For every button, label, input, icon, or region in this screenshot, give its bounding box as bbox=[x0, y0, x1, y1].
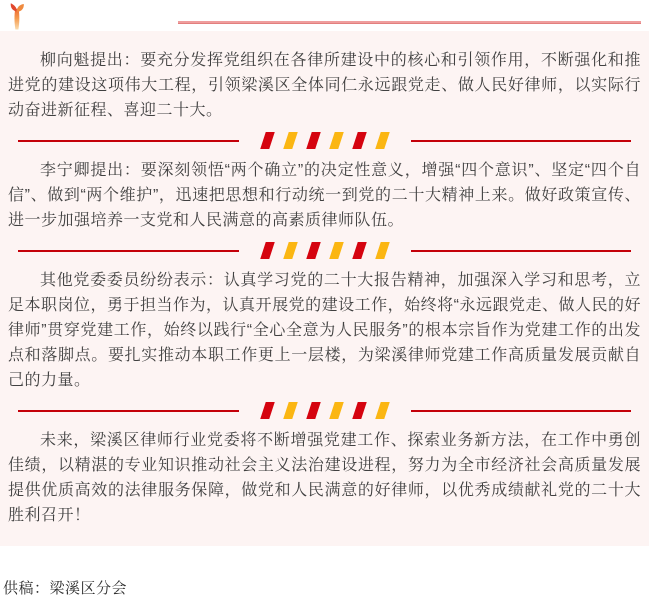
slash-mark bbox=[260, 132, 275, 149]
slash-mark bbox=[306, 402, 321, 419]
slash-mark bbox=[260, 242, 275, 259]
article-paragraph: 其他党委委员纷纷表示：认真学习党的二十大报告精神，加强深入学习和思考，立足本职岗位，勇于担当作为，认真开展党的建设工作，始终将“永远跟党走、做人民的好律师”贯穿党建工作，始终以践行“全心全意为人民服务”的根本宗旨作为党建工作的出发点和落脚点。要扎实推动本职工作更上一层楼，为梁溪律师党建工作高质量发展贡献自己的力量。 bbox=[8, 272, 641, 389]
slash-mark bbox=[329, 242, 344, 259]
credit-line: 供稿：梁溪区分会 bbox=[3, 580, 128, 597]
slash-mark bbox=[375, 242, 390, 259]
slash-group bbox=[256, 132, 394, 149]
article-paragraph: 未来，梁溪区律师行业党委将不断增强党建工作、探索业务新方法，在工作中勇创佳绩，以精湛的专业知识推动社会主义法治建设进程，努力为全市经济社会高质量发展提供优质高效的法律服务保障，做党和人民满意的好律师，以优秀成绩献礼党的二十大胜利召开！ bbox=[8, 432, 641, 524]
divider-rule-right bbox=[411, 410, 632, 412]
slash-mark bbox=[352, 132, 367, 149]
page-header bbox=[0, 0, 652, 31]
divider-rule-right bbox=[411, 250, 632, 252]
slash-mark bbox=[329, 132, 344, 149]
divider-rule-left bbox=[18, 250, 239, 252]
slash-mark bbox=[306, 242, 321, 259]
divider-rule-right bbox=[411, 140, 632, 142]
slash-divider bbox=[8, 132, 641, 149]
article-paragraph: 李宁卿提出：要深刻领悟“两个确立”的决定性意义，增强“四个意识”、坚定“四个自信”、做到“两个维护”，迅速把思想和行动统一到党的二十大精神上来。做好政策宣传、进一步加强培养一支党和人民满意的高素质律师队伍。 bbox=[8, 162, 641, 229]
slash-mark bbox=[283, 402, 298, 419]
slash-mark bbox=[329, 402, 344, 419]
article-panel bbox=[0, 31, 649, 546]
header-rule bbox=[178, 21, 641, 24]
slash-group bbox=[256, 402, 394, 419]
slash-mark bbox=[283, 242, 298, 259]
slash-mark bbox=[283, 132, 298, 149]
slash-mark bbox=[260, 402, 275, 419]
slash-mark bbox=[375, 132, 390, 149]
slash-mark bbox=[306, 132, 321, 149]
divider-rule-left bbox=[18, 140, 239, 142]
divider-rule-left bbox=[18, 410, 239, 412]
slash-divider bbox=[8, 242, 641, 259]
article-paragraph: 柳向魁提出：要充分发挥党组织在各律所建设中的核心和引领作用，不断强化和推进党的建设这项伟大工程，引领梁溪区全体同仁永远跟党走、做人民好律师，以实际行动奋进新征程、喜迎二十大。 bbox=[8, 52, 641, 119]
flame-icon bbox=[7, 2, 26, 30]
slash-group bbox=[256, 242, 394, 259]
slash-mark bbox=[352, 402, 367, 419]
slash-mark bbox=[375, 402, 390, 419]
slash-mark bbox=[352, 242, 367, 259]
slash-divider bbox=[8, 402, 641, 419]
